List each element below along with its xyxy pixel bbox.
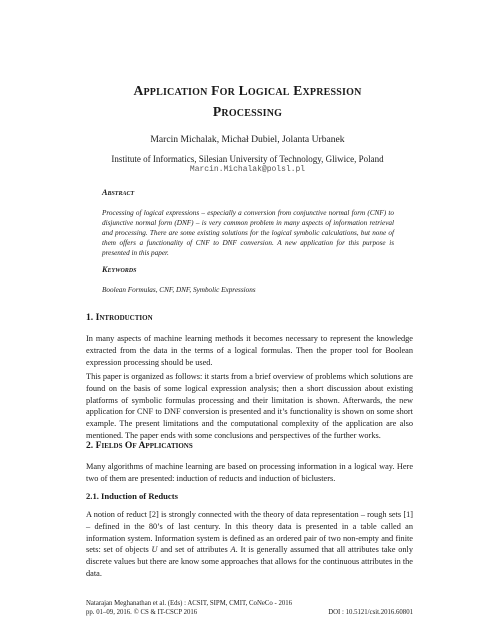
section-2-paragraph-1: Many algorithms of machine learning are based on processing information in a logical way. Here two of them are presented: induction of reducts and induction of biclusters. (86, 462, 413, 483)
footer-line-2 (86, 608, 413, 617)
section-1-title: Introduction (95, 312, 153, 323)
section-1-number: 1. (86, 312, 94, 323)
subsection-2-1-text-c: . It is generally assumed that all attributes take only discrete values but there are know some approaches that allows for the continuous attributes in the data. (86, 545, 413, 578)
page-footer (86, 599, 413, 618)
section-1-paragraph-2: This paper is organized as follows: it starts from a brief overview of problems which solutions are found on the basis of some logical expression analysis; then a short discussion about existing platforms of symbolic formulas processing and their limitation is shown. Afterwards, the new application for CNF to DNF conversion is presented and it’s functionality is shown on some short example. The present limitations and the computational complexity of the application are also mentioned. The paper ends with some conclusions and perspectives of the further works. (86, 372, 413, 440)
keywords-text: Boolean Formulas, CNF, DNF, Symbolic Expressions (102, 286, 256, 294)
footer-line-1: Natarajan Meghanathan et al. (Eds) : ACSIT, SIPM, CMIT, CoNeCo - 2016 (86, 600, 293, 607)
email-address: Marcin.Michalak@polsl.pl (189, 165, 306, 174)
paper-title-line-1: Application For Logical Expression (133, 83, 362, 98)
variable-u: U (151, 545, 158, 555)
paper-title (60, 80, 435, 122)
subsection-2-1-paragraph-1 (86, 509, 413, 580)
subsection-2-1-text-a: A notion of reduct [2] is strongly connected with the theory of data representation – rough sets [1] – defined in the 80’s of last century. In this theory data is presented in a table called an information system. Information system is defined as an ordered pair of two non-empty and finite sets: set of objects (86, 510, 413, 555)
keywords-heading: Keywords (102, 265, 137, 274)
subsection-2-1-text-b: and set of attributes (157, 545, 231, 555)
section-2-heading (86, 440, 193, 451)
subsection-2-1-heading: 2.1. Induction of Reducts (86, 491, 178, 501)
section-1-heading (86, 312, 153, 323)
paper-title-line-2: Processing (212, 104, 283, 119)
footer-pages-copyright: pp. 01–09, 2016. © CS & IT-CSCP 2016 (86, 609, 198, 617)
affiliation: Institute of Informatics, Silesian University of Technology, Gliwice, Poland (111, 154, 384, 164)
abstract-heading: Abstract (102, 188, 135, 197)
variable-a: A (230, 545, 236, 555)
section-1-paragraph-1: In many aspects of machine learning methods it becomes necessary to represent the knowledge extracted from the data in the terms of a logical formulas. Then the proper tool for Boolean expression processing should be used. (86, 334, 413, 367)
section-2-title: Fields Of Applications (95, 440, 193, 451)
section-2-number: 2. (86, 440, 94, 451)
footer-doi: DOI : 10.5121/csit.2016.60801 (328, 609, 413, 617)
abstract-text: Processing of logical expressions – especially a conversion from conjunctive normal form (CNF) to disjunctive normal form (DNF) – is very common problem in many aspects of information retrieval and processing. There are some existing solutions for the logical symbolic calculations, but none of them offers a functionality of CNF to DNF conversion. A new application for this purpose is presented in this paper. (102, 209, 394, 258)
authors: Marcin Michalak, Michał Dubiel, Jolanta Urbanek (150, 134, 345, 145)
